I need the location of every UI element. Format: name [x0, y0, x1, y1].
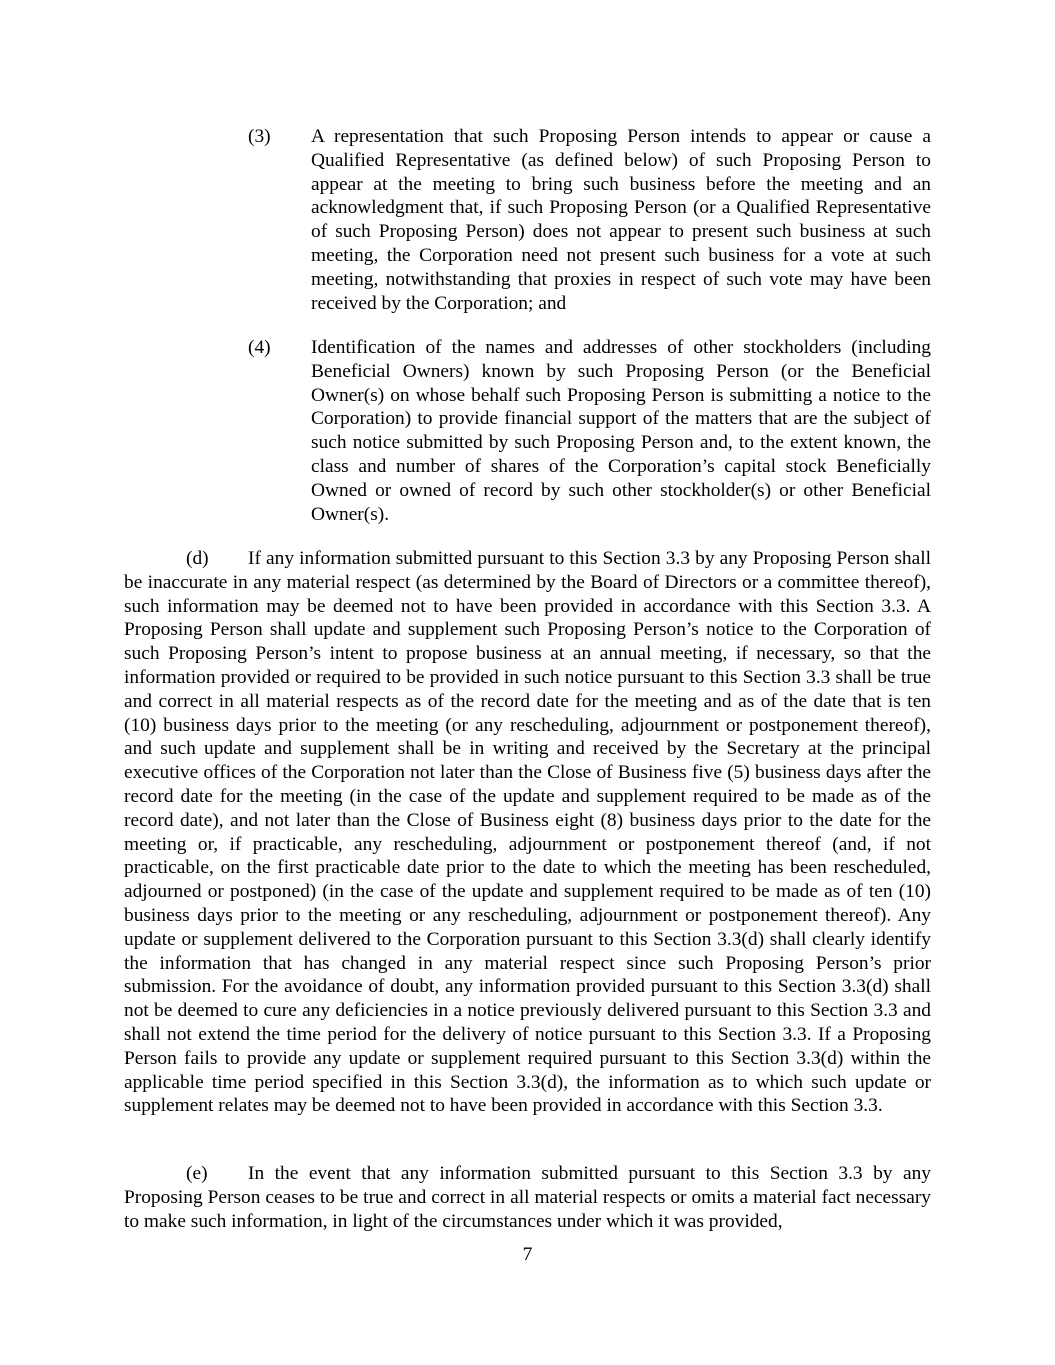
page-number: 7 [522, 1244, 533, 1265]
paragraph-d [124, 547, 931, 1118]
paragraph-label: (d) [186, 548, 209, 569]
paragraph-label: (e) [186, 1163, 208, 1184]
list-item-3 [248, 125, 931, 315]
list-item-number: (4) [248, 337, 271, 358]
list-item-number: (3) [248, 126, 271, 147]
paragraph-e [124, 1162, 931, 1233]
paragraph-text: In the event that any information submitted pursuant to this Section 3.3 by any Proposing Person ceases to be true and correct in all material respects or omits a material fact necessary to make such information, in light of the circumstances under which it was provided, [124, 1163, 931, 1232]
list-item-4 [248, 336, 931, 526]
list-item-text: Identification of the names and addresses of other stockholders (including Beneficial Owners) known by such Proposing Person (or the Beneficial Owner(s) on whose behalf such Proposing Person is submitting a notice to the Corporation) to provide financial support of the matters that are the subject of such notice submitted by such Proposing Person and, to the extent known, the class and number of shares of the Corporation’s capital stock Beneficially Owned or owned of record by such other stockholder(s) or other Beneficial Owner(s). [311, 337, 931, 525]
paragraph-text: If any information submitted pursuant to this Section 3.3 by any Proposing Person shall be inaccurate in any material respect (as determined by the Board of Directors or a committee thereof), such information may be deemed not to have been provided in accordance with this Section 3.3. A Proposing Person shall update and supplement such Proposing Person’s notice to the Corporation of such Proposing Person’s intent to propose business at an annual meeting, if necessary, so that the information provided or required to be provided in such notice pursuant to this Section 3.3 shall be true and correct in all material respects as of the record date for the meeting and as of the date that is ten (10) business days prior to the meeting (or any rescheduling, adjournment or postponement thereof), and such update and supplement shall be in writing and received by the Secretary at the principal executive offices of the Corporation not later than the Close of Business five (5) business days after the record date for the meeting (in the case of the update and supplement required to be made as of the record date), and not later than the Close of Business eight (8) business days prior to the date for the meeting or, if practicable, any rescheduling, adjournment or postponement thereof (and, if not practicable, on the first practicable date prior to the date to which the meeting has been rescheduled, adjourned or postponed) (in the case of the update and supplement required to be made as of ten (10) business days prior to the meeting or any rescheduling, adjournment or postponement thereof). Any update or supplement delivered to the Corporation pursuant to this Section 3.3(d) shall clearly identify the information that has changed in any material respect since such Proposing Person’s prior submission. For the avoidance of doubt, any information provided pursuant to this Section 3.3(d) shall not be deemed to cure any deficiencies in a notice previously delivered pursuant to this Section 3.3 and shall not extend the time period for the delivery of notice pursuant to this Section 3.3. If a Proposing Person fails to provide any update or supplement required pursuant to this Section 3.3(d) within the applicable time period specified in this Section 3.3(d), the information as to which such update or supplement relates may be deemed not to have been provided in accordance with this Section 3.3. [124, 548, 931, 1117]
list-item-text: A representation that such Proposing Person intends to appear or cause a Qualified Representative (as defined below) of such Proposing Person to appear at the meeting to bring such business before the meeting and an acknowledgment that, if such Proposing Person (or a Qualified Representative of such Proposing Person) does not appear to present such business at such meeting, the Corporation need not present such business for a vote at such meeting, notwithstanding that proxies in respect of such vote may have been received by the Corporation; and [311, 126, 931, 314]
